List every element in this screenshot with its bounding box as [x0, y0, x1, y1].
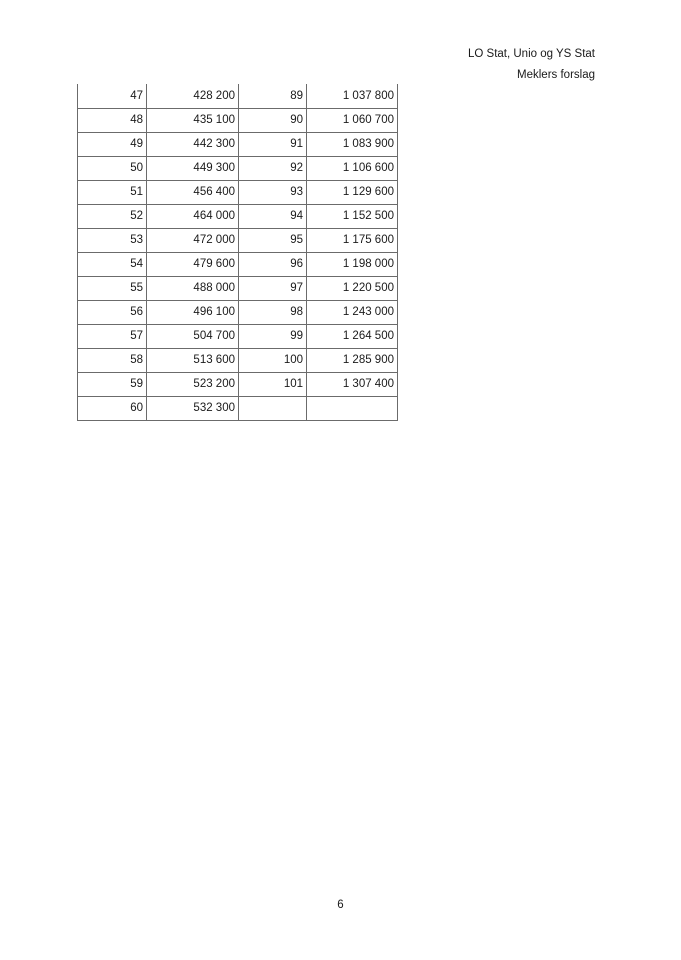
salary-step-cell: 49: [78, 132, 147, 156]
annual-salary-cell: 523 200: [147, 372, 239, 396]
salary-step-cell: 96: [239, 252, 307, 276]
annual-salary-cell: 1 060 700: [307, 108, 398, 132]
annual-salary-cell: 1 083 900: [307, 132, 398, 156]
salary-step-cell: 59: [78, 372, 147, 396]
salary-step-cell: 48: [78, 108, 147, 132]
salary-step-cell: 92: [239, 156, 307, 180]
table-row: [78, 228, 398, 252]
salary-step-cell: 55: [78, 276, 147, 300]
annual-salary-cell: 1 220 500: [307, 276, 398, 300]
annual-salary-cell: 1 175 600: [307, 228, 398, 252]
salary-table-body: [78, 84, 398, 420]
salary-step-cell: 56: [78, 300, 147, 324]
salary-step-cell: 93: [239, 180, 307, 204]
salary-step-cell: 50: [78, 156, 147, 180]
salary-step-cell: 99: [239, 324, 307, 348]
annual-salary-cell: 1 129 600: [307, 180, 398, 204]
salary-step-cell: 94: [239, 204, 307, 228]
annual-salary-cell: 488 000: [147, 276, 239, 300]
annual-salary-cell: 464 000: [147, 204, 239, 228]
table-row: [78, 348, 398, 372]
salary-step-cell: 95: [239, 228, 307, 252]
annual-salary-cell: 1 243 000: [307, 300, 398, 324]
table-row: [78, 324, 398, 348]
header-proposal-label: Meklers forslag: [517, 69, 595, 81]
annual-salary-cell: 1 106 600: [307, 156, 398, 180]
salary-step-cell: 51: [78, 180, 147, 204]
table-row: [78, 132, 398, 156]
annual-salary-cell: 496 100: [147, 300, 239, 324]
salary-step-cell: 60: [78, 396, 147, 420]
table-row: [78, 396, 398, 420]
table-row: [78, 180, 398, 204]
annual-salary-cell: 456 400: [147, 180, 239, 204]
salary-step-cell: 91: [239, 132, 307, 156]
annual-salary-cell: 1 037 800: [307, 84, 398, 108]
table-row: [78, 84, 398, 108]
salary-step-cell: [239, 396, 307, 420]
salary-step-cell: 52: [78, 204, 147, 228]
table-row: [78, 372, 398, 396]
salary-step-cell: 53: [78, 228, 147, 252]
table-row: [78, 300, 398, 324]
annual-salary-cell: 1 285 900: [307, 348, 398, 372]
salary-step-cell: 89: [239, 84, 307, 108]
annual-salary-cell: 1 198 000: [307, 252, 398, 276]
table-row: [78, 156, 398, 180]
salary-step-cell: 57: [78, 324, 147, 348]
annual-salary-cell: 442 300: [147, 132, 239, 156]
header-organizations: LO Stat, Unio og YS Stat: [468, 48, 595, 60]
annual-salary-cell: 479 600: [147, 252, 239, 276]
salary-step-cell: 101: [239, 372, 307, 396]
annual-salary-cell: 1 264 500: [307, 324, 398, 348]
salary-step-cell: 100: [239, 348, 307, 372]
document-header: [468, 44, 595, 86]
annual-salary-cell: 1 307 400: [307, 372, 398, 396]
annual-salary-cell: 1 152 500: [307, 204, 398, 228]
annual-salary-cell: 504 700: [147, 324, 239, 348]
annual-salary-cell: [307, 396, 398, 420]
annual-salary-cell: 513 600: [147, 348, 239, 372]
annual-salary-cell: 435 100: [147, 108, 239, 132]
table-row: [78, 108, 398, 132]
salary-step-cell: 58: [78, 348, 147, 372]
annual-salary-cell: 428 200: [147, 84, 239, 108]
annual-salary-cell: 532 300: [147, 396, 239, 420]
table-row: [78, 204, 398, 228]
page-number: 6: [337, 899, 344, 911]
salary-step-cell: 97: [239, 276, 307, 300]
salary-step-cell: 47: [78, 84, 147, 108]
annual-salary-cell: 472 000: [147, 228, 239, 252]
salary-step-cell: 90: [239, 108, 307, 132]
salary-step-cell: 54: [78, 252, 147, 276]
salary-table: [77, 84, 398, 421]
annual-salary-cell: 449 300: [147, 156, 239, 180]
table-row: [78, 276, 398, 300]
table-row: [78, 252, 398, 276]
salary-step-cell: 98: [239, 300, 307, 324]
